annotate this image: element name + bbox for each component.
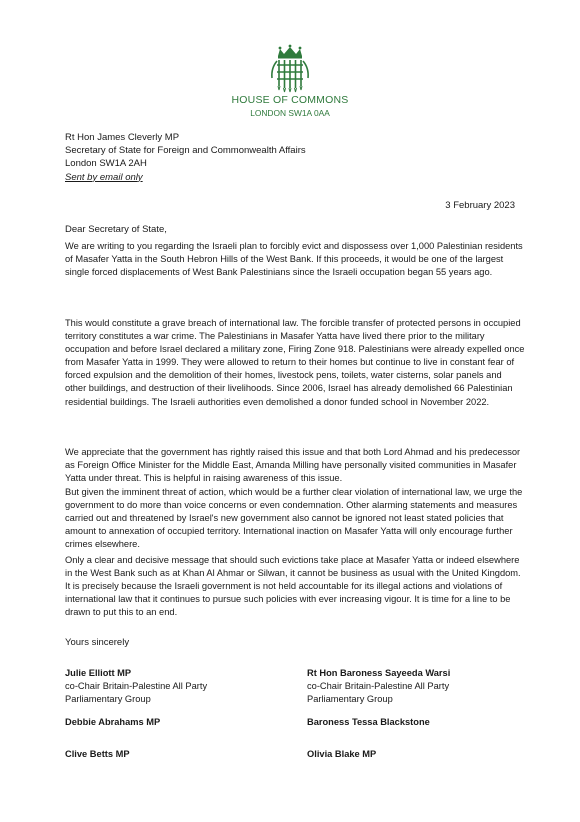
recipient-title: Secretary of State for Foreign and Commonwealth Affairs (65, 145, 306, 157)
signatory-name: Olivia Blake MP (307, 749, 377, 759)
signatory-name: Rt Hon Baroness Sayeeda Warsi (307, 668, 451, 678)
body-paragraph: This would constitute a grave breach of international law. The forcible transfer of protected persons in occupied territory constitutes a war crime. The Palestinians in Masafer Yatta have lived there prior to the military occupation and before Israel declared a military zone, Firing Zone 918. Palestinians were already expelled once from Masafer Yatta in 1999. They were allowed to return to their homes but continue to live in constant fear of forced expulsion and the demolition of their homes, livestock pens, toilets, water cisterns, solar panels and other buildings, and destruction of their livelihoods. Since 2006, Israel has already demolished 66 Palestinian residential buildings. The Israeli authorities even demolished a donor funded school in November 2022. (65, 318, 525, 407)
recipient-name: Rt Hon James Cleverly MP (65, 132, 180, 143)
recipient-address: London SW1A 2AH (65, 158, 147, 170)
signatory (307, 667, 450, 706)
signatory-name: Debbie Abrahams MP (65, 717, 161, 727)
delivery-note: Sent by email only (65, 171, 143, 183)
body-paragraph: But given the imminent threat of action, which would be a further clear violation of international law, we urge the government to do more than voice concerns or even condemnation. Other alarming statements and measures carried out and threatened by Israel's new government also cannot be ignored not least stated policies that amount to annexation of occupied territory. International inaction on Masafer Yatta will only encourage further crimes elsewhere. (65, 487, 523, 550)
recipient-block (65, 131, 306, 184)
signatory (307, 716, 430, 729)
signatory (65, 667, 207, 706)
signatory-role: co-Chair Britain-Palestine All Party (307, 681, 450, 691)
signatory-name: Clive Betts MP (65, 749, 130, 759)
portcullis-icon (265, 44, 315, 94)
signatory (65, 716, 160, 729)
org-name: HOUSE OF COMMONS (231, 94, 349, 106)
signatory-name: Baroness Tessa Blackstone (307, 717, 430, 727)
signatory-name: Julie Elliott MP (65, 668, 132, 678)
signatory-role: co-Chair Britain-Palestine All Party (65, 681, 208, 691)
signatory-role: Parliamentary Group (65, 694, 151, 704)
closing: Yours sincerely (65, 637, 130, 648)
signatory (307, 748, 376, 761)
salutation: Dear Secretary of State, (65, 224, 167, 235)
org-address: LONDON SW1A 0AA (250, 108, 330, 118)
signatory-role: Parliamentary Group (307, 694, 393, 704)
body-paragraph: Only a clear and decisive message that should such evictions take place at Masafer Yatta or indeed elsewhere in the West Bank such as at Khan Al Ahmar or Silwan, it cannot be business as usual with the United Kingdom. It is precisely because the Israeli government is not held accountable for its illegal actions and violations of international law that it continues to pursue such policies with ever increasing vigour. It is time for a line to be drawn to put this to an end. (65, 555, 521, 618)
letter-date: 3 February 2023 (445, 200, 515, 211)
body-paragraph: We are writing to you regarding the Israeli plan to forcibly evict and dispossess over 1,000 Palestinian residents of Masafer Yatta in the South Hebron Hills of the West Bank. If this proceeds, it would be one of the largest single forced displacements of West Bank Palestinians since the Israeli occupation began 55 years ago. (65, 241, 523, 278)
body-paragraph: We appreciate that the government has rightly raised this issue and that both Lord Ahmad and his predecessor as Foreign Office Minister for the Middle East, Amanda Milling have personally visited communities in Masafer Yatta under threat. This is helpful in raising awareness of this issue. (65, 447, 521, 484)
signatory (65, 748, 130, 761)
